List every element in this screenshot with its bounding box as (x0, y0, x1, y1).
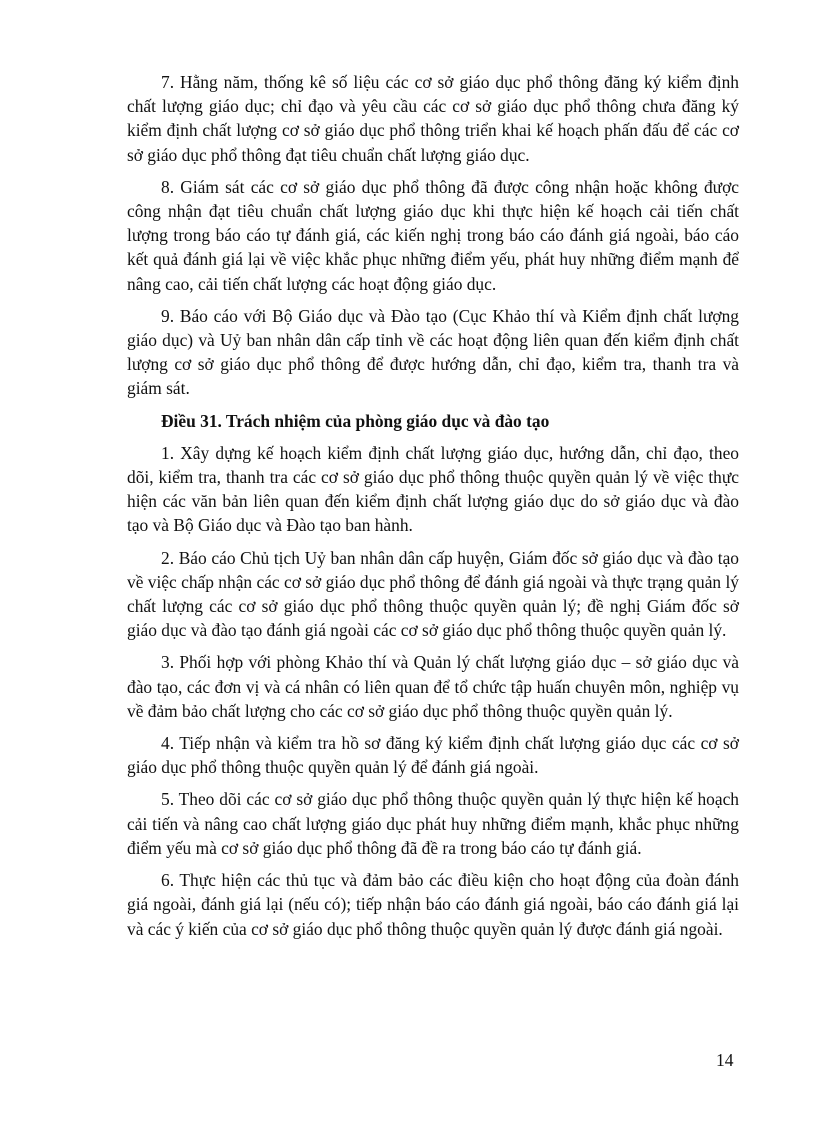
page-number: 14 (716, 1050, 734, 1070)
paragraph-9: 9. Báo cáo với Bộ Giáo dục và Đào tạo (Cục Khảo thí và Kiểm định chất lượng giáo dục) và Uỷ ban nhân dân cấp tỉnh về các hoạt động liên quan đến kiểm định chất lượng cơ sở giáo dục phổ thông để được hướng dẫn, chỉ đạo, kiểm tra, thanh tra và giám sát. (127, 305, 739, 399)
article-31-heading: Điều 31. Trách nhiệm của phòng giáo dục và đào tạo (161, 410, 550, 431)
article-31-item-2: 2. Báo cáo Chủ tịch Uỷ ban nhân dân cấp huyện, Giám đốc sở giáo dục và đào tạo về việc chấp nhận các cơ sở giáo dục phổ thông để đánh giá ngoài và thực trạng quản lý chất lượng các cơ sở giáo dục phổ thông thuộc quyền quản lý; đề nghị Giám đốc sở giáo dục và đào tạo đánh giá ngoài các cơ sở giáo dục phổ thông thuộc quyền quản lý. (127, 547, 739, 641)
paragraph-8: 8. Giám sát các cơ sở giáo dục phổ thông đã được công nhận hoặc không được công nhận đạt tiêu chuẩn chất lượng giáo dục khi thực hiện kế hoạch cải tiến chất lượng trong báo cáo tự đánh giá, các kiến nghị trong báo cáo đánh giá ngoài, báo cáo kết quả đánh giá lại về việc khắc phục những điểm yếu, phát huy những điểm mạnh để nâng cao, cải tiến chất lượng các hoạt động giáo dục. (127, 176, 739, 294)
article-31-item-3: 3. Phối hợp với phòng Khảo thí và Quản lý chất lượng giáo dục – sở giáo dục và đào tạo, các đơn vị và cá nhân có liên quan để tổ chức tập huấn chuyên môn, nghiệp vụ về đảm bảo chất lượng cho các cơ sở giáo dục phổ thông thuộc quyền quản lý. (127, 652, 739, 721)
article-31-item-1: 1. Xây dựng kế hoạch kiểm định chất lượng giáo dục, hướng dẫn, chỉ đạo, theo dõi, kiểm tra, thanh tra các cơ sở giáo dục phổ thông thuộc quyền quản lý về việc thực hiện các văn bản liên quan đến kiểm định chất lượng giáo dục do sở giáo dục và đào tạo và Bộ Giáo dục và Đào tạo ban hành. (127, 442, 739, 536)
article-31-item-5: 5. Theo dõi các cơ sở giáo dục phổ thông thuộc quyền quản lý thực hiện kế hoạch cải tiến và nâng cao chất lượng giáo dục phát huy những điểm mạnh, khắc phục những điểm yếu mà cơ sở giáo dục phổ thông đã đề ra trong báo cáo tự đánh giá. (127, 789, 739, 858)
article-31-item-6: 6. Thực hiện các thủ tục và đảm bảo các điều kiện cho hoạt động của đoàn đánh giá ngoài, đánh giá lại (nếu có); tiếp nhận báo cáo đánh giá ngoài, báo cáo đánh giá lại và các ý kiến của cơ sở giáo dục phổ thông thuộc quyền quản lý được đánh giá ngoài. (127, 870, 739, 939)
paragraph-7: 7. Hằng năm, thống kê số liệu các cơ sở giáo dục phổ thông đăng ký kiểm định chất lượng giáo dục; chỉ đạo và yêu cầu các cơ sở giáo dục phổ thông chưa đăng ký kiểm định chất lượng cơ sở giáo dục phổ thông triển khai kế hoạch phấn đấu để các cơ sở giáo dục phổ thông đạt tiêu chuẩn chất lượng giáo dục. (127, 72, 739, 165)
body-text (127, 70, 739, 949)
article-31-item-4: 4. Tiếp nhận và kiểm tra hồ sơ đăng ký kiểm định chất lượng giáo dục các cơ sở giáo dục phổ thông thuộc quyền quản lý để đánh giá ngoài. (127, 733, 739, 778)
